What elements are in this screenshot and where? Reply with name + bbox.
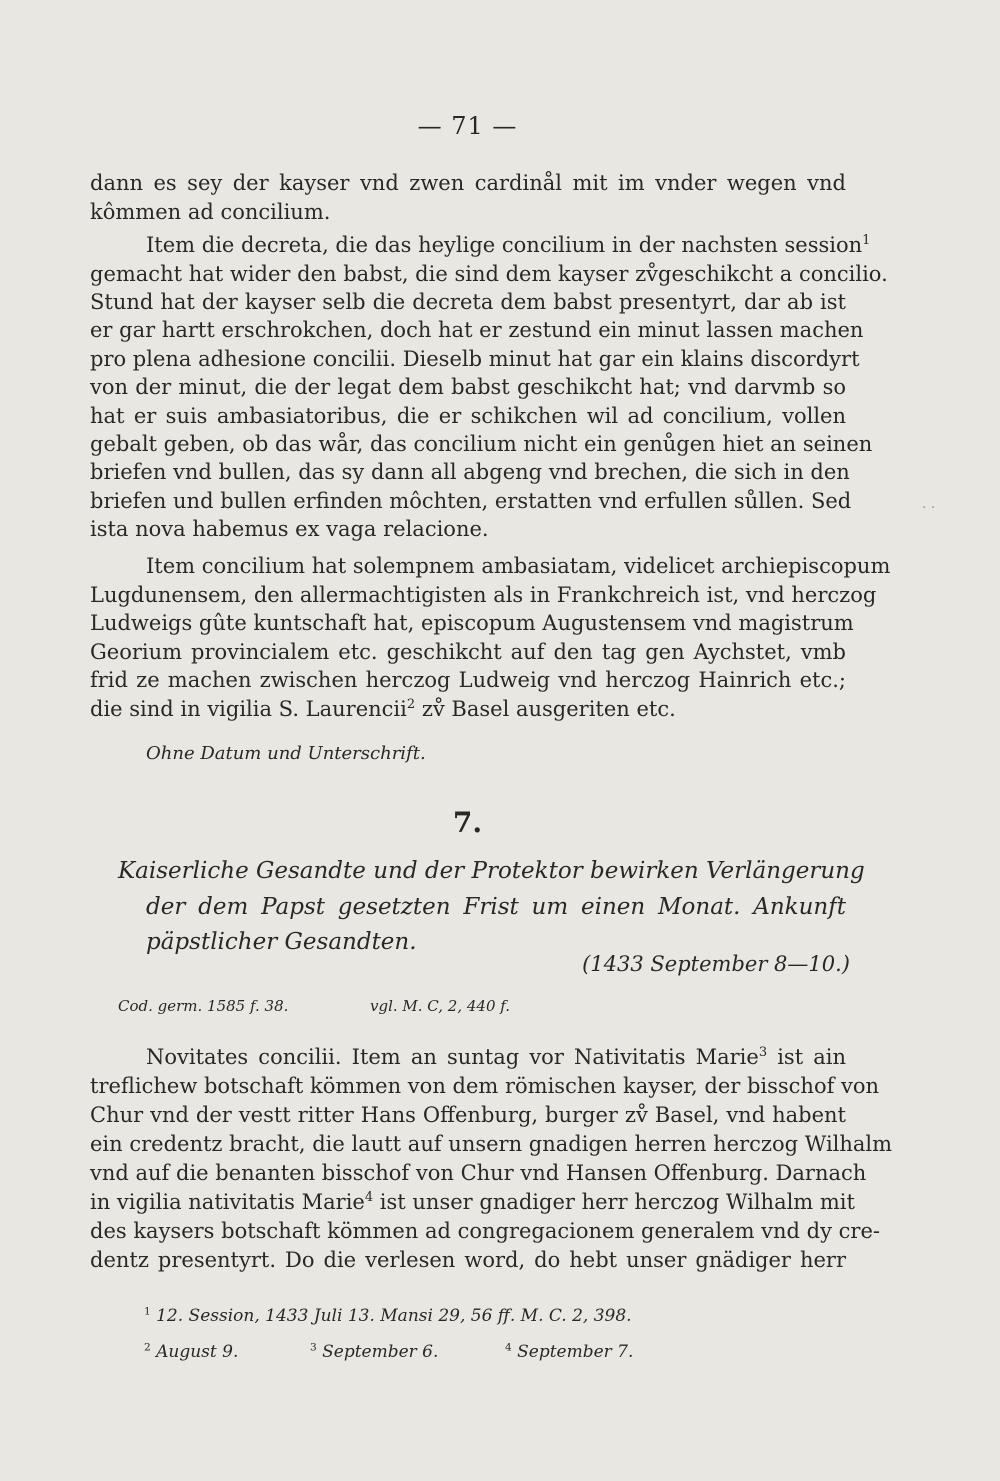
line-text: Item die decreta, die das heylige concilium in der nachsten session — [146, 233, 863, 257]
source-reference: vgl. M. C, 2, 440 f. — [370, 997, 511, 1015]
text-line: des kaysers botschaft kömmen ad congregacionem generalem vnd dy cre- — [90, 1219, 880, 1243]
text-line: frid ze machen zwischen herczog Ludweig vnd herczog Hainrich etc.; — [90, 668, 846, 692]
document-number: 7. — [452, 806, 483, 839]
line-text: ist ain — [767, 1045, 847, 1069]
text-line: ein credentz bracht, die lautt auf unsern gnadigen herren herczog Wilhalm — [90, 1132, 893, 1156]
footnote-text: 12. Session, 1433 Juli 13. Mansi 29, 56 ff. M. C. 2, 398. — [150, 1306, 632, 1326]
text-line: Lugdunensem, den allermachtigisten als in Frankchreich ist, vnd herczog — [90, 583, 877, 607]
source-codex: Cod. germ. 1585 f. 38. — [118, 997, 289, 1015]
text-line: gemacht hat wider den babst, die sind dem kayser zv̊geschikcht a concilio. — [90, 262, 888, 286]
line-text: Novitates concilii. Item an suntag vor Nativitatis Marie — [146, 1045, 759, 1069]
signature-note: Ohne Datum und Unterschrift. — [146, 743, 426, 764]
text-line: gebalt geben, ob das wår, das concilium nicht ein genůgen hiet an seinen — [90, 432, 873, 456]
line-text: zv̊ Basel ausgeriten etc. — [415, 697, 676, 721]
margin-mark: · · — [922, 500, 936, 516]
text-line: vnd auf die benanten bisschof von Chur vnd Hansen Offenburg. Darnach — [90, 1161, 867, 1185]
text-line: ista nova habemus ex vaga relacione. — [90, 517, 489, 541]
text-line: dentz presentyrt. Do die verlesen word, do hebt unser gnädiger herr — [90, 1248, 846, 1272]
text-line: kômmen ad concilium. — [90, 200, 331, 224]
footnote — [310, 1342, 438, 1362]
footnote-ref: 4 — [364, 1190, 374, 1205]
document-heading-line: Kaiserliche Gesandte und der Protektor bewirken Verlängerung — [118, 858, 865, 884]
page-number: — 71 — — [417, 112, 518, 140]
document-date: (1433 September 8—10.) — [582, 952, 850, 976]
footnote-text: September 6. — [316, 1342, 439, 1362]
text-line: briefen vnd bullen, das sy dann all abgeng vnd brechen, die sich in den — [90, 460, 850, 484]
text-line: dann es sey der kayser vnd zwen cardinål mit im vnder wegen vnd — [90, 171, 846, 195]
text-line — [90, 1188, 855, 1216]
text-line: hat er suis ambasiatoribus, die er schikchen wil ad concilium, vollen — [90, 404, 846, 428]
text-line — [146, 1043, 846, 1071]
text-line: pro plena adhesione concilii. Dieselb minut hat gar ein klains discordyrt — [90, 347, 860, 371]
text-line: er gar hartt erschrokchen, doch hat er zestund ein minut lassen machen — [90, 318, 864, 342]
document-heading-line: päpstlicher Gesandten. — [146, 929, 417, 955]
text-line: Chur vnd der vestt ritter Hans Offenburg, burger zv̊ Basel, vnd habent — [90, 1103, 846, 1127]
footnote-text: September 7. — [511, 1342, 634, 1362]
text-line — [146, 231, 871, 259]
text-line: briefen und bullen erfinden môchten, erstatten vnd erfullen sůllen. Sed — [90, 489, 852, 513]
document-heading-line: der dem Papst gesetzten Frist um einen Monat. Ankunft — [146, 894, 846, 920]
text-line: Item concilium hat solempnem ambasiatam, videlicet archiepiscopum — [146, 554, 891, 578]
footnote-number: 3 — [310, 1341, 317, 1354]
footnote-text: August 9. — [150, 1342, 239, 1362]
footnote-number: 4 — [505, 1341, 512, 1354]
footnote-number: 2 — [144, 1341, 151, 1354]
text-line: Ludweigs gûte kuntschaft hat, episcopum Augustensem vnd magistrum — [90, 611, 854, 635]
footnote-number: 1 — [144, 1305, 151, 1318]
footnote — [144, 1306, 632, 1326]
footnote-ref: 2 — [406, 697, 416, 712]
footnote-ref: 3 — [758, 1045, 768, 1060]
text-line: Stund hat der kayser selb die decreta dem babst presentyrt, dar ab ist — [90, 290, 846, 314]
line-text: in vigilia nativitatis Marie — [90, 1190, 365, 1214]
footnote-ref: 1 — [862, 233, 871, 248]
line-text: ist unser gnadiger herr herczog Wilhalm mit — [373, 1190, 855, 1214]
footnote — [505, 1342, 633, 1362]
line-text: die sind in vigilia S. Laurencii — [90, 697, 407, 721]
text-line: von der minut, die der legat dem babst geschikcht hat; vnd darvmb so — [90, 375, 846, 399]
text-line: treflichew botschaft kömmen von dem römischen kayser, der bisschof von — [90, 1074, 880, 1098]
text-line — [90, 695, 846, 723]
footnote — [144, 1342, 238, 1362]
text-line: Georium provincialem etc. geschikcht auf den tag gen Aychstet, vmb — [90, 640, 846, 664]
